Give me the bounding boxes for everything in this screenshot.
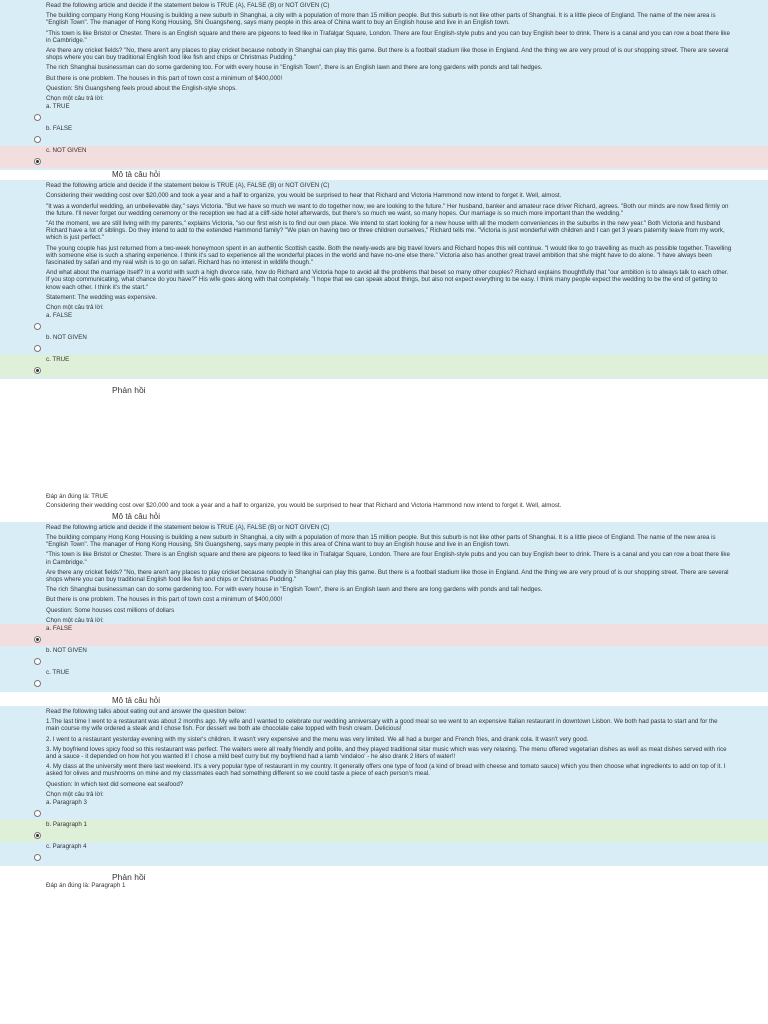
option-label: a. FALSE [46, 312, 73, 320]
question-3 [0, 522, 768, 692]
answer-option[interactable] [0, 646, 768, 668]
radio-button[interactable] [34, 810, 41, 817]
question-2 [0, 180, 768, 379]
question-instructions: Read the following article and decide if the statement below is TRUE (A), FALSE (B) or NOT GIVEN (C) [46, 523, 330, 531]
passage-paragraph: The building company Hong Kong Housing is building a new suburb in Shanghai, a city with a population of more than 15 million people. But this suburb is not like other parts of Shanghai. It is a little piece of England. The name of the new area is "English Town". The manager of Hong Kong Housing, Shi Guangsheng, says many people in this area of China want to buy an English house and live in an English town. [46, 533, 716, 549]
radio-button[interactable] [34, 658, 41, 665]
choose-one-label: Chọn một câu trả lời: [46, 95, 104, 103]
radio-button[interactable] [34, 114, 41, 121]
question-prompt: Question: Shi Guangsheng feels proud about the English-style shops. [46, 84, 237, 92]
radio-button-selected[interactable] [34, 832, 41, 839]
passage-paragraph: The young couple has just returned from a two-week honeymoon spent in an authentic Scottish castle. Both the newly-weds are big travel lovers and Richard hopes this will continue. "I would like to go travelling as much as possible together. Travelling with someone else is such a sharing experience. I think it's sad to experience all the wonderful places in the world and have no-one else there." Victoria also has another great travel ambition that she might have to do alone. "I have always been fascinated by safari and my real wish is to go on safari. Richard has no interest in wildlife though." [46, 244, 732, 267]
radio-button-selected[interactable] [34, 367, 41, 374]
radio-button-selected[interactable] [34, 636, 41, 643]
passage-paragraph: "This town is like Bristol or Chester. There is an English square and there are pigeons to feed like in Trafalgar Square, London. There are four English-style pubs and you can buy English beer to drink. There is a canal and you can row a boat there like in Cambridge." [46, 551, 730, 566]
feedback-2 [0, 882, 768, 889]
option-label: b. FALSE [46, 125, 73, 133]
question-prompt: Statement: The wedding was expensive. [46, 293, 157, 301]
answer-option-selected-correct[interactable] [0, 355, 768, 377]
answer-option-selected-incorrect[interactable] [0, 624, 768, 646]
correct-answer-text: Đáp án đúng là: TRUE [46, 493, 109, 501]
passage-paragraph: "It was a wonderful wedding, an unbelievable day," says Victoria. "But we have so much we want to do together now, we are looking to the future." Her husband, banker and amateur race driver Richard, agrees. "Both our minds are now fixed firmly on the future. I'll never forget our wedding ceremony or the reception we had at a cliff-side hotel afterwards, but there's so much we want, so many hopes. Our marriage is so much more important than the wedding." [46, 202, 729, 217]
question-prompt: Question: Some houses cost millions of dollars [46, 606, 175, 614]
option-label: c. TRUE [46, 668, 70, 676]
passage-paragraph: The rich Shanghai businessman can do some gardening too. For with every house in "English Town", there is an English lawn and there are long gardens with ponds and tall hedges. [46, 64, 543, 72]
radio-button[interactable] [34, 680, 41, 687]
passage-paragraph: And what about the marriage itself? In a world with such a high divorce rate, how do Richard and Victoria hope to avoid all the problems that beset so many other couples? Richard explains thoughtfully that "our ambition is to always talk to each other. If you stop communicating, what chance do you have?" His wife goes along with that completely. "I hope that we can speak about things, but also not expect everything to be easy. I think many people expect the wedding to be the end of getting to know each other. I think it's the start." [46, 269, 729, 291]
answer-option[interactable] [0, 668, 768, 690]
correct-answer-text: Đáp án đúng là: Paragraph 1 [46, 881, 126, 889]
choose-one-label: Chọn một câu trả lời: [46, 790, 104, 798]
answer-option[interactable] [0, 102, 768, 124]
radio-button[interactable] [34, 323, 41, 330]
passage-paragraph: 1.The last time I went to a restaurant was about 2 months ago. My wife and I wanted to celebrate our wedding anniversary with a good meal so we went to an expensive Italian restaurant in downtown Lisbon. We both had pasta to start and for the main course my wife ordered a steak and I chose fish. For dessert we both ate chocolate cake topped with fresh cream. Delicious! [46, 718, 718, 733]
question-prompt: Question: In which text did someone eat seafood? [46, 780, 184, 788]
question-4 [0, 706, 768, 866]
radio-button[interactable] [34, 136, 41, 143]
passage-paragraph: Are there any cricket fields? "No, there aren't any places to play cricket because nobody in Shanghai can play this game. But there is a football stadium like those in England. And the thing we are very proud of is our shopping street. There are several shops where you can buy traditional English food like fish and chips or Christmas Pudding." [46, 47, 729, 62]
blank-space [0, 395, 768, 493]
option-label: c. TRUE [46, 356, 70, 364]
feedback-heading: Phản hồi [112, 385, 146, 396]
passage-paragraph: 4. My class at the university went there last weekend. It's a very popular type of restaurant in my country. It generally offers one type of food (a kind of bread with cheese and tomato sauce) which you then choose what ingredients to add on top of it. I asked for olives and mushrooms on mine and my classmates each had something different so we could taste a piece of each person's meal. [46, 763, 726, 778]
passage-paragraph: 2. I went to a restaurant yesterday evening with my sister's children. It wasn't very expensive and the menu was very limited. We all had a burger and French fries, and drank cola. It wasn't very good. [46, 735, 589, 743]
option-label: c. Paragraph 4 [46, 842, 87, 850]
answer-option[interactable] [0, 311, 768, 333]
radio-button-selected[interactable] [34, 158, 41, 165]
option-label: c. NOT GIVEN [46, 147, 87, 155]
answer-option[interactable] [0, 124, 768, 146]
question-instructions: Read the following talks about eating out and answer the question below: [46, 707, 247, 715]
passage-paragraph: Considering their wedding cost over $20,000 and took a year and a half to organize, you would be surprised to hear that Richard and Victoria Hammond now intend to forget it. Well, almost. [46, 192, 562, 200]
passage-paragraph: 3. My boyfriend loves spicy food so this restaurant was perfect. The waiters were all really friendly and polite, and they played traditional sitar music which was very relaxing. The menu offered vegetarian dishes as well as meat dishes served with rice and a sauce - it depended on how hot you wanted it! I chose a mild beef curry but my boyfriend had a lamb 'vindaloo' - he also drank 2 liters of water!! [46, 745, 727, 760]
choose-one-label: Chọn một câu trả lời: [46, 616, 104, 624]
option-label: a. FALSE [46, 624, 73, 632]
question-description-heading: Mô tả câu hỏi [112, 511, 161, 521]
passage-paragraph: The rich Shanghai businessman can do some gardening too. For with every house in "English Town", there is an English lawn and there are long gardens with ponds and tall hedges. [46, 586, 543, 594]
answer-option-selected-correct[interactable] [0, 820, 768, 842]
option-label: b. NOT GIVEN [46, 646, 87, 654]
question-instructions: Read the following article and decide if the statement below is TRUE (A), FALSE (B) or NOT GIVEN (C) [46, 182, 330, 190]
feedback-1 [0, 493, 768, 509]
passage-paragraph: But there is one problem. The houses in this part of town cost a minimum of $400,000! [46, 74, 283, 82]
question-description-heading: Mô tả câu hỏi [112, 170, 161, 180]
feedback-text: Considering their wedding cost over $20,000 and took a year and a half to organize, you would be surprised to hear that Richard and Victoria Hammond now intend to forget it. Well, almost. [46, 502, 562, 510]
option-label: a. TRUE [46, 103, 70, 111]
question-instructions: Read the following article and decide if the statement below is TRUE (A), FALSE (B) or NOT GIVEN (C) [46, 2, 330, 9]
passage-paragraph: But there is one problem. The houses in this part of town cost a minimum of $400,000! [46, 596, 283, 604]
choose-one-label: Chọn một câu trả lời: [46, 304, 104, 312]
answer-option[interactable] [0, 798, 768, 820]
answer-option-selected-incorrect[interactable] [0, 146, 768, 168]
radio-button[interactable] [34, 345, 41, 352]
option-label: b. Paragraph 1 [46, 820, 87, 828]
passage-paragraph: "This town is like Bristol or Chester. There is an English square and there are pigeons to feed like in Trafalgar Square, London. There are four English-style pubs and you can buy English beer to drink. There is a canal and you can row a boat there like in Cambridge." [46, 29, 730, 44]
answer-option[interactable] [0, 333, 768, 355]
option-label: a. Paragraph 3 [46, 798, 87, 806]
radio-button[interactable] [34, 854, 41, 861]
feedback-heading: Phản hồi [112, 871, 146, 882]
passage-paragraph: Are there any cricket fields? "No, there aren't any places to play cricket because nobody in Shanghai can play this game. But there is a football stadium like those in England. And the thing we are very proud of is our shopping street. There are several shops where you can buy traditional English food like fish and chips or Christmas Pudding." [46, 568, 729, 583]
option-label: b. NOT GIVEN [46, 334, 87, 342]
question-description-heading: Mô tả câu hỏi [112, 695, 161, 705]
passage-paragraph: The building company Hong Kong Housing is building a new suburb in Shanghai, a city with a population of more than 15 million people. But this suburb is not like other parts of Shanghai. It is a little piece of England. The name of the new area is "English Town". The manager of Hong Kong Housing, Shi Guangsheng, says many people in this area of China want to buy an English house and live in an English town. [46, 12, 716, 27]
answer-option[interactable] [0, 842, 768, 864]
question-1 [0, 0, 768, 170]
passage-paragraph: "At the moment, we are still living with my parents," explains Victoria, "so our first wish is to find our own place. We intend to start looking for a new house with all the modern conveniences in the suburbs in the new year." Both Victoria and husband Richard have a lot of siblings. Do they intend to add to the extended Hammond family? "We plan on having two or three children ourselves," Richard tells me. "Victoria is just wonderful with children and I can get 3 years paternity leave from my work, which is just perfect." [46, 220, 725, 242]
